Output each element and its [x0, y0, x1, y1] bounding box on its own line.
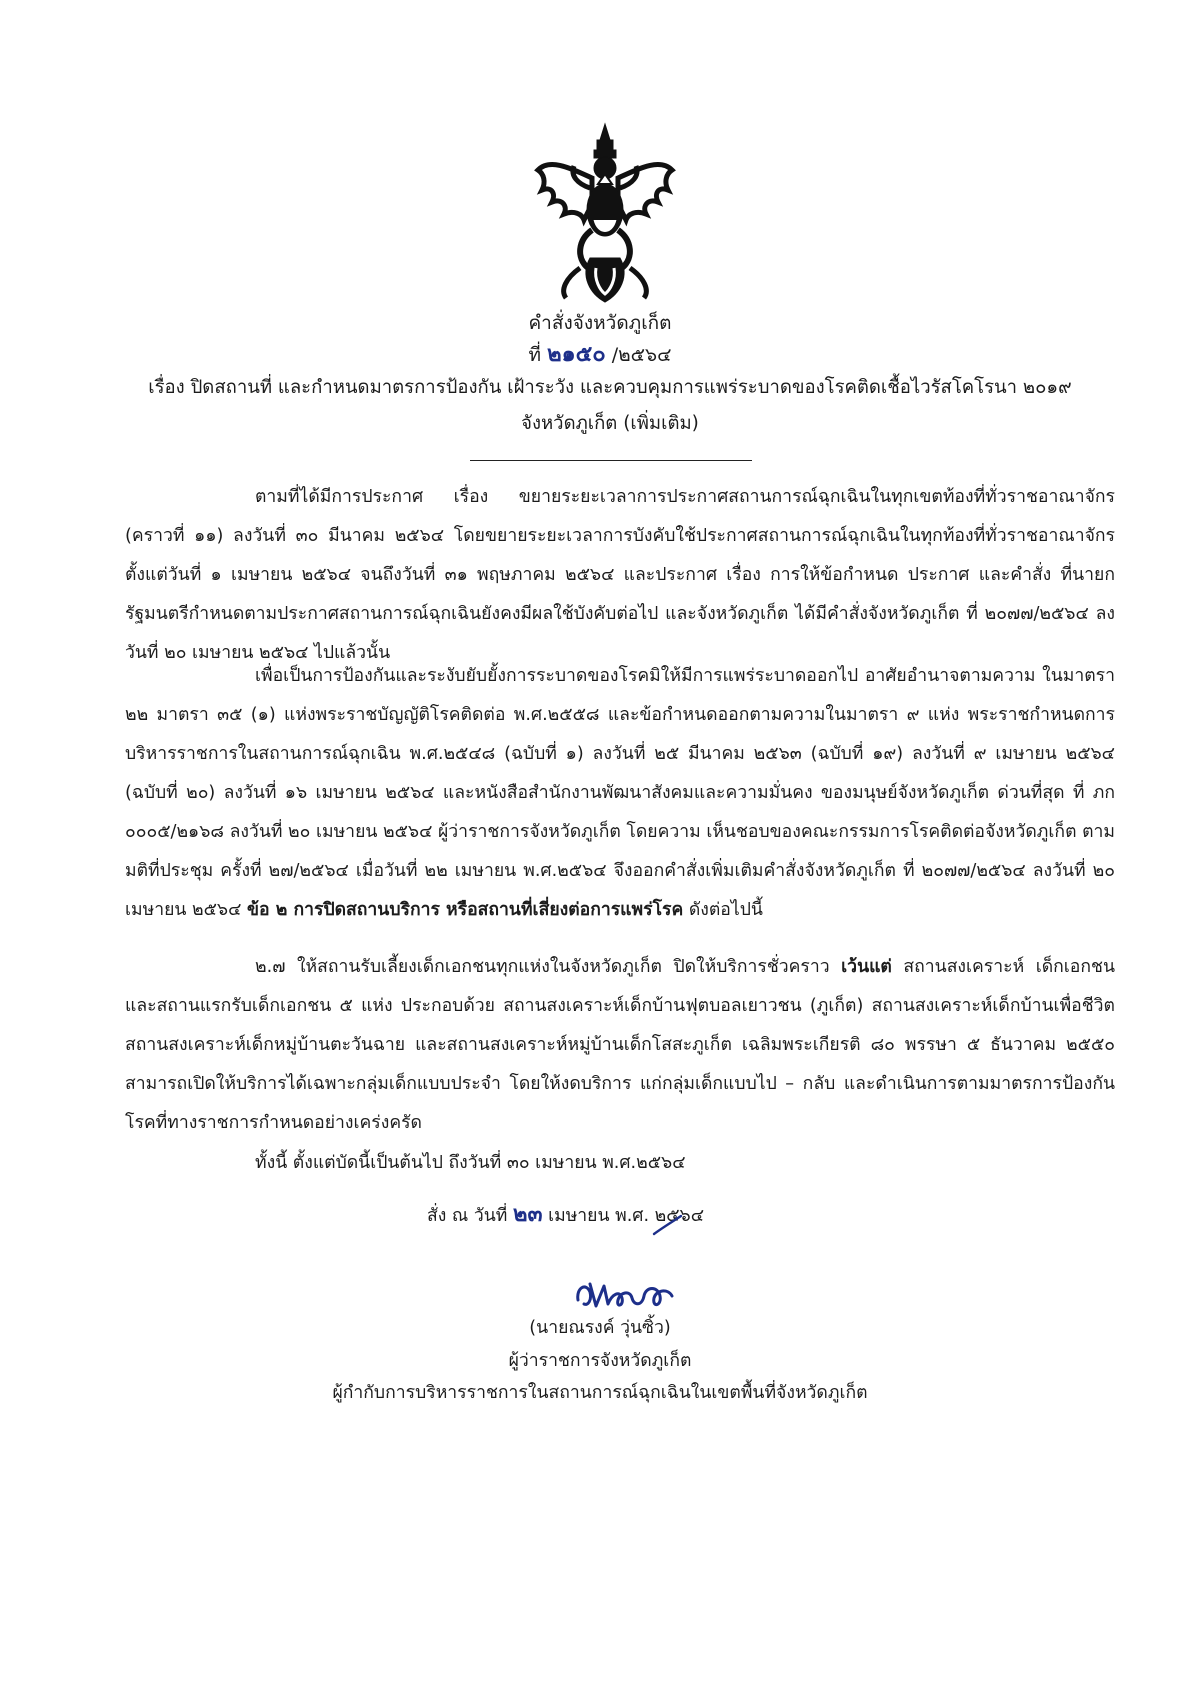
body-paragraph-2 [125, 657, 1115, 930]
order-number-year: /๒๕๖๔ [611, 344, 672, 366]
paragraph-2-bold: ข้อ ๒ การปิดสถานบริการ หรือสถานที่เสี่ยงต่อการแพร่โรค [247, 900, 684, 920]
title-divider [470, 460, 752, 461]
paragraph-2-tail: ดังต่อไปนี้ [688, 900, 763, 920]
order-date-day: ๒๓ [512, 1202, 543, 1227]
paragraph-1-text: ตามที่ได้มีการประกาศ เรื่อง ขยายระยะเวลาการประกาศสถานการณ์ฉุกเฉินในทุกเขตท้องที่ทั่วราชอาณาจักร (คราวที่ ๑๑) ลงวันที่ ๓๐ มีนาคม ๒๕๖๔ โดยขยายระยะเวลาการบังคับใช้ประกาศสถานการณ์ฉุกเฉินในทุกท้องที่ทั่วราชอาณาจักร ตั้งแต่วันที่ ๑ เมษายน ๒๕๖๔ จนถึงวันที่ ๓๑ พฤษภาคม ๒๕๖๔ และประกาศ เรื่อง การให้ข้อกำหนด ประกาศ และคำสั่ง ที่นายกรัฐมนตรีกำหนดตามประกาศสถานการณ์ฉุกเฉินยังคงมีผลใช้บังคับต่อไป และจังหวัดภูเก็ต ได้มีคำสั่งจังหวัดภูเก็ต ที่ ๒๐๗๗/๒๕๖๔ ลงวันที่ ๒๐ เมษายน ๒๕๖๔ ไปแล้วนั้น [125, 487, 1115, 663]
effective-period: ทั้งนี้ ตั้งแต่บัดนี้เป็นต้นไป ถึงวันที่ ๓๐ เมษายน พ.ศ.๒๕๖๔ [255, 1153, 686, 1173]
order-title: คำสั่งจังหวัดภูเก็ต [528, 312, 672, 334]
order-date-prefix: สั่ง ณ วันที่ [427, 1206, 508, 1226]
paragraph-2-main: เพื่อเป็นการป้องกันและระงับยับยั้งการระบาดของโรคมิให้มีการแพร่ระบาดออกไป อาศัยอำนาจตามความ ในมาตรา ๒๒ มาตรา ๓๕ (๑) แห่งพระราชบัญญัติโรคติดต่อ พ.ศ.๒๕๕๘ และข้อกำหนดออกตามความในมาตรา ๙ แห่ง พระราชกำหนดการบริหารราชการในสถานการณ์ฉุกเฉิน พ.ศ.๒๕๔๘ (ฉบับที่ ๑) ลงวันที่ ๒๕ มีนาคม ๒๕๖๓ (ฉบับที่ ๑๙) ลงวันที่ ๙ เมษายน ๒๕๖๔ (ฉบับที่ ๒๐) ลงวันที่ ๑๖ เมษายน ๒๕๖๔ และหนังสือสำนักงานพัฒนาสังคมและความมั่นคง ของมนุษย์จังหวัดภูเก็ต ด่วนที่สุด ที่ ภก ๐๐๐๕/๒๑๖๘ ลงวันที่ ๒๐ เมษายน ๒๕๖๔ ผู้ว่าราชการจังหวัดภูเก็ต โดยความ เห็นชอบของคณะกรรมการโรคติดต่อจังหวัดภูเก็ต ตามมติที่ประชุม ครั้งที่ ๒๗/๒๕๖๔ เมื่อวันที่ ๒๒ เมษายน พ.ศ.๒๕๖๔ จึงออกคำสั่งเพิ่มเติมคำสั่งจังหวัดภูเก็ต ที่ ๒๐๗๗/๒๕๖๔ ลงวันที่ ๒๐ เมษายน ๒๕๖๔ [125, 666, 1115, 920]
body-paragraph-1 [125, 478, 1115, 673]
order-number-handwritten: ๒๑๕๐ [547, 342, 606, 367]
order-subject-line1: เรื่อง ปิดสถานที่ และกำหนดมาตรการป้องกัน เฝ้าระวัง และควบคุมการแพร่ระบาดของโรคติดเชื้อไวรัสโคโรนา ๒๐๑๙ [148, 377, 1072, 398]
signer-name: (นายณรงค์ วุ่นซิ้ว) [529, 1318, 671, 1338]
body-paragraph-3 [125, 948, 1115, 1143]
order-number [0, 336, 1200, 371]
paragraph-3-rest: สถานสงเคราะห์ เด็กเอกชน และสถานแรกรับเด็กเอกชน ๕ แห่ง ประกอบด้วย สถานสงเคราะห์เด็กบ้านฟุตบอลเยาวชน (ภูเก็ต) สถานสงเคราะห์เด็กบ้านเพื่อชีวิต สถานสงเคราะห์เด็กหมู่บ้านตะวันฉาย และสถานสงเคราะห์หมู่บ้านเด็กโสสะภูเก็ต เฉลิมพระเกียรติ ๘๐ พรรษา ๕ ธันวาคม ๒๕๕๐ สามารถเปิดให้บริการได้เฉพาะกลุ่มเด็กแบบประจำ โดยให้งดบริการ แก่กลุ่มเด็กแบบไป – กลับ และดำเนินการตามมาตรการป้องกันโรคที่ทางราชการกำหนดอย่างเคร่งครัด [125, 957, 1115, 1133]
paragraph-3-bold: เว้นแต่ [841, 957, 892, 977]
order-subject-line2: จังหวัดภูเก็ต (เพิ่มเติม) [521, 413, 699, 434]
signature-icon [568, 1260, 688, 1320]
garuda-emblem-icon [530, 118, 680, 308]
pen-stroke-icon [650, 1214, 684, 1236]
order-number-prefix: ที่ [528, 344, 542, 366]
signer-position-2: ผู้กำกับการบริหารราชการในสถานการณ์ฉุกเฉินในเขตพื้นที่จังหวัดภูเก็ต [332, 1383, 868, 1403]
signer-position-1: ผู้ว่าราชการจังหวัดภูเก็ต [508, 1351, 692, 1371]
order-date-suffix: เมษายน พ.ศ. ๒๕๖๔ [548, 1206, 705, 1226]
paragraph-3-start: ๒.๗ ให้สถานรับเลี้ยงเด็กเอกชนทุกแห่งในจังหวัดภูเก็ต ปิดให้บริการชั่วคราว [255, 957, 830, 977]
order-subject [95, 370, 1125, 442]
paragraph-2-text [125, 657, 1115, 930]
paragraph-3-text [125, 948, 1115, 1143]
